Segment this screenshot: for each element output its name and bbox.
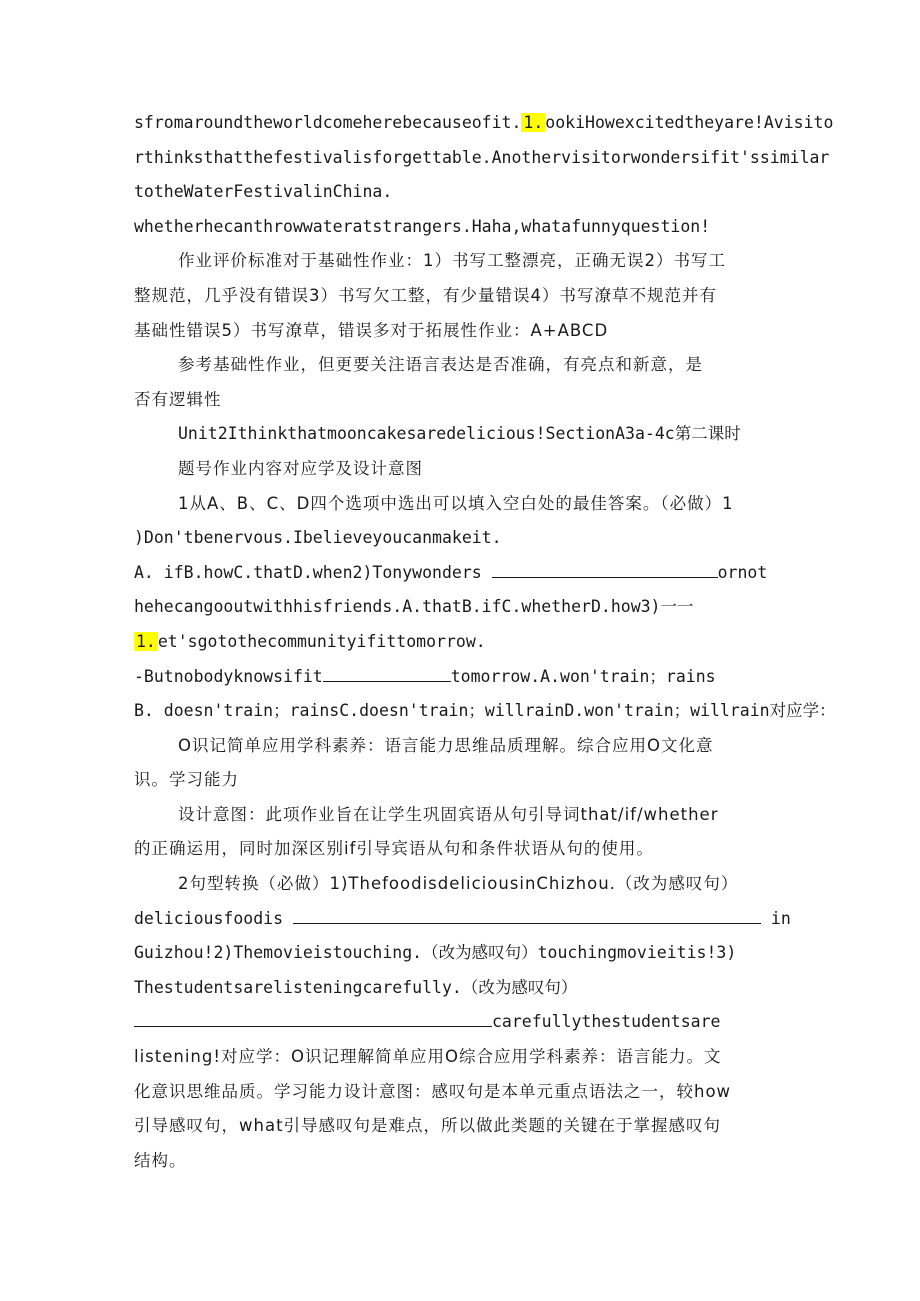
question-line: 2句型转换（必做）1)ThefoodisdeliciousinChizhou.（改为感叹句）	[178, 874, 739, 894]
text-segment: et'sgotothecommunityifittomorrow.	[157, 631, 486, 651]
paragraph-line: 结构。	[134, 1150, 187, 1170]
text-segment: deliciousfoodis	[134, 908, 284, 928]
question-line: hehecangooutwithhisfriends.A.thatB.ifC.whetherD.how3)一一	[134, 597, 694, 617]
paragraph-line: 化意识思维品质。学习能力设计意图：感叹句是本单元重点语法之一，较how	[134, 1081, 732, 1101]
document-body	[134, 106, 836, 1178]
paragraph-line: 识。学习能力	[134, 770, 239, 790]
text-line: rthinksthatthefestivalisforgettable.Anothervisitorwondersifit'ssimilar	[134, 147, 830, 167]
paragraph-line: 作业评价标准对于基础性作业：1）书写工整漂亮，正确无误2）书写工	[178, 251, 726, 271]
text-segment: carefullythestudentsare	[492, 1012, 721, 1032]
question-line	[134, 660, 790, 695]
text-segment: -Butnobodyknowsifit	[134, 666, 323, 686]
text-segment: sfromaroundtheworldcomeherebecauseofit.	[134, 113, 522, 132]
text-segment: ookiHowexcitedtheyare!Avisito	[545, 113, 834, 132]
question-line	[134, 625, 790, 660]
question-line	[134, 556, 790, 591]
text-segment: tomorrow.A.won'train；rains	[450, 666, 716, 686]
text-segment: A. ifB.howC.thatD.when2)Tonywonders	[134, 562, 482, 582]
text-segment: in	[770, 908, 791, 928]
text-segment: ornot	[717, 562, 768, 582]
paragraph-line: 的正确运用，同时加深区别if引导宾语从句和条件状语从句的使用。	[134, 839, 654, 859]
question-line	[134, 902, 790, 937]
paragraph-line: 设计意图：此项作业旨在让学生巩固宾语从句引导词that/if/whether	[178, 804, 719, 824]
answer-blank[interactable]	[492, 563, 718, 578]
paragraph-line: 否有逻辑性	[134, 389, 222, 409]
question-line: )Don'tbenervous.Ibelieveyoucanmakeit.	[134, 528, 502, 548]
table-header-line: 题号作业内容对应学及设计意图	[178, 458, 423, 478]
question-line: B. doesn'train；rainsC.doesn'train；willrainD.won'train；willrain对应学：	[134, 701, 836, 721]
paragraph-line: 基础性错误5）书写潦草，错误多对于拓展性作业：A+ABCD	[134, 320, 609, 340]
text-line: whetherhecanthrowwateratstrangers.Haha,whatafunnyquestion!	[134, 216, 711, 236]
paragraph-line: listening!对应学：O识记理解简单应用O综合应用学科素养：语言能力。文	[134, 1047, 722, 1067]
paragraph-line: 引导感叹句，what引导感叹句是难点，所以做此类题的关键在于掌握感叹句	[134, 1116, 722, 1136]
highlighted-marker: 1.	[523, 113, 544, 132]
question-line: 1从A、B、C、D四个选项中选出可以填入空白处的最佳答案。（必做）1	[178, 493, 734, 513]
question-line: Guizhou!2)Themovieistouching.（改为感叹句）touchingmovieitis!3)	[134, 943, 737, 963]
text-line: totheWaterFestivalinChina.	[134, 182, 393, 202]
paragraph-line: 整规范，几乎没有错误3）书写欠工整，有少量错误4）书写潦草不规范并有	[134, 285, 717, 305]
paragraph-line: 参考基础性作业，但更要关注语言表达是否准确，有亮点和新意，是	[178, 355, 703, 375]
text-line	[134, 106, 834, 141]
answer-blank[interactable]	[323, 667, 451, 682]
highlighted-marker: 1.	[136, 631, 156, 651]
answer-blank[interactable]	[293, 909, 761, 924]
paragraph-line: O识记简单应用学科素养：语言能力思维品质理解。综合应用O文化意	[178, 735, 714, 755]
answer-blank[interactable]	[134, 1012, 492, 1027]
question-line: Thestudentsarelisteningcarefully.（改为感叹句）	[134, 977, 578, 997]
question-line	[134, 1005, 790, 1040]
unit-title: Unit2Ithinkthatmooncakesaredelicious!SectionA3a-4c第二课时	[178, 424, 741, 444]
